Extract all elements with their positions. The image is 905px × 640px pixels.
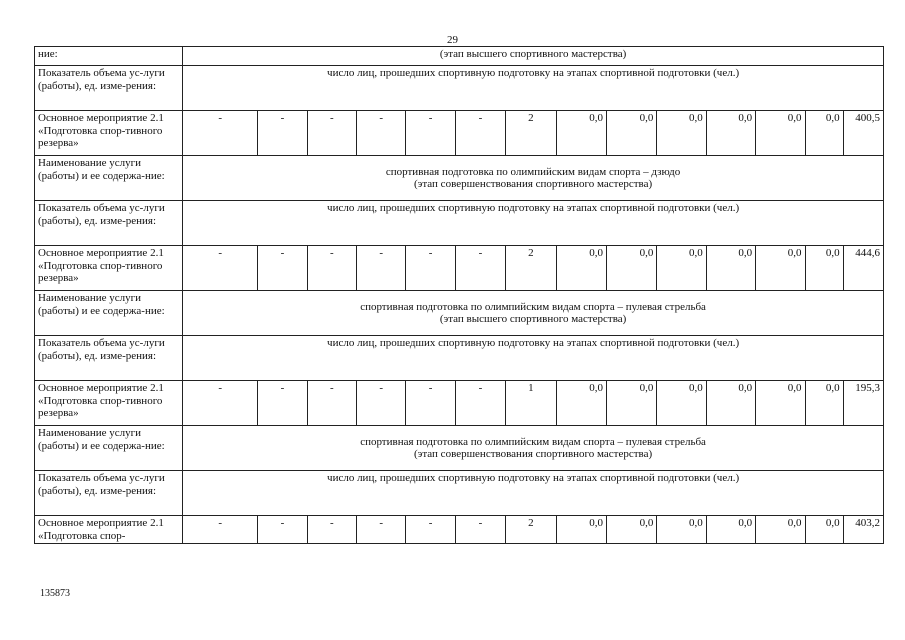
service-stage: (этап совершенствования спортивного мастерства) [413, 178, 653, 190]
value-cell: - [406, 111, 455, 156]
volume-text: число лиц, прошедших спортивную подготовку на этапах спортивной подготовки (чел.) [183, 201, 884, 246]
stage-text: (этап высшего спортивного мастерства) [183, 47, 884, 66]
table-row [35, 66, 884, 111]
page-number: 29 [447, 34, 458, 46]
value-cell: - [258, 111, 307, 156]
value-cell: - [406, 516, 455, 544]
table-row [35, 291, 884, 336]
value-cell: - [258, 381, 307, 426]
value-cell: 0,0 [556, 381, 606, 426]
value-cell: 0,0 [805, 516, 843, 544]
table-row [35, 381, 884, 426]
value-cell: - [455, 516, 505, 544]
service-line: спортивная подготовка по олимпийским видам спорта – дзюдо [385, 165, 681, 178]
value-cell: - [455, 381, 505, 426]
event-label: Основное мероприятие 2.1 «Подготовка спор-тивного резерва» [35, 246, 183, 291]
service-text [183, 426, 884, 471]
value-cell: 0,0 [756, 246, 805, 291]
event-label: Основное мероприятие 2.1 «Подготовка спор-тивного резерва» [35, 111, 183, 156]
value-cell: - [183, 516, 258, 544]
volume-text: число лиц, прошедших спортивную подготовку на этапах спортивной подготовки (чел.) [183, 66, 884, 111]
value-cell: 0,0 [606, 516, 656, 544]
table-row [35, 516, 884, 544]
table-row [35, 336, 884, 381]
value-cell: - [455, 246, 505, 291]
value-cell: 0,0 [706, 111, 755, 156]
event-label: Основное мероприятие 2.1 «Подготовка спор- [35, 516, 183, 544]
value-cell: 2 [506, 111, 556, 156]
value-cell: - [183, 111, 258, 156]
value-cell: 2 [506, 516, 556, 544]
value-cell: 1 [506, 381, 556, 426]
value-cell: 0,0 [805, 111, 843, 156]
value-cell: - [307, 516, 356, 544]
value-cell: - [183, 246, 258, 291]
volume-label: Показатель объема ус-луги (работы), ед. изме-рения: [35, 336, 183, 381]
service-label: Наименование услуги (работы) и ее содержа-ние: [35, 156, 183, 201]
value-cell: - [357, 246, 406, 291]
total-cell: 195,3 [843, 381, 883, 426]
service-line: спортивная подготовка по олимпийским видам спорта – пулевая стрельба [360, 435, 706, 448]
value-cell: - [307, 111, 356, 156]
service-label: Наименование услуги (работы) и ее содержа-ние: [35, 426, 183, 471]
value-cell: 0,0 [805, 381, 843, 426]
document-code: 135873 [40, 588, 70, 599]
value-cell: 0,0 [657, 246, 706, 291]
total-cell: 403,2 [843, 516, 883, 544]
value-cell: 0,0 [706, 246, 755, 291]
value-cell: 0,0 [706, 516, 755, 544]
value-cell: 0,0 [556, 246, 606, 291]
value-cell: - [406, 246, 455, 291]
value-cell: - [307, 246, 356, 291]
total-cell: 400,5 [843, 111, 883, 156]
value-cell: - [406, 381, 455, 426]
value-cell: - [357, 381, 406, 426]
value-cell: 0,0 [756, 111, 805, 156]
value-cell: 0,0 [706, 381, 755, 426]
volume-text: число лиц, прошедших спортивную подготовку на этапах спортивной подготовки (чел.) [183, 471, 884, 516]
table-row [35, 246, 884, 291]
service-text [183, 291, 884, 336]
value-cell: 0,0 [657, 381, 706, 426]
table-row [35, 47, 884, 66]
value-cell: 0,0 [756, 516, 805, 544]
table-row [35, 111, 884, 156]
value-cell: - [357, 111, 406, 156]
value-cell: - [357, 516, 406, 544]
value-cell: - [183, 381, 258, 426]
service-stage: (этап совершенствования спортивного мастерства) [413, 448, 653, 460]
volume-label: Показатель объема ус-луги (работы), ед. изме-рения: [35, 66, 183, 111]
value-cell: 0,0 [606, 111, 656, 156]
volume-text: число лиц, прошедших спортивную подготовку на этапах спортивной подготовки (чел.) [183, 336, 884, 381]
value-cell: 0,0 [805, 246, 843, 291]
value-cell: 0,0 [556, 111, 606, 156]
value-cell: - [455, 111, 505, 156]
value-cell: 0,0 [657, 111, 706, 156]
volume-label: Показатель объема ус-луги (работы), ед. изме-рения: [35, 201, 183, 246]
service-text [183, 156, 884, 201]
row-label: ние: [35, 47, 183, 66]
value-cell: 0,0 [606, 381, 656, 426]
service-line: спортивная подготовка по олимпийским видам спорта – пулевая стрельба [360, 300, 706, 313]
value-cell: 0,0 [756, 381, 805, 426]
value-cell: 0,0 [556, 516, 606, 544]
table-row [35, 201, 884, 246]
value-cell: - [258, 246, 307, 291]
value-cell: - [258, 516, 307, 544]
event-label: Основное мероприятие 2.1 «Подготовка спор-тивного резерва» [35, 381, 183, 426]
table-row [35, 426, 884, 471]
budget-table [34, 46, 884, 544]
service-stage: (этап высшего спортивного мастерства) [439, 313, 627, 325]
table-row [35, 156, 884, 201]
service-label: Наименование услуги (работы) и ее содержа-ние: [35, 291, 183, 336]
table-row [35, 471, 884, 516]
value-cell: 2 [506, 246, 556, 291]
volume-label: Показатель объема ус-луги (работы), ед. изме-рения: [35, 471, 183, 516]
value-cell: - [307, 381, 356, 426]
value-cell: 0,0 [657, 516, 706, 544]
total-cell: 444,6 [843, 246, 883, 291]
value-cell: 0,0 [606, 246, 656, 291]
